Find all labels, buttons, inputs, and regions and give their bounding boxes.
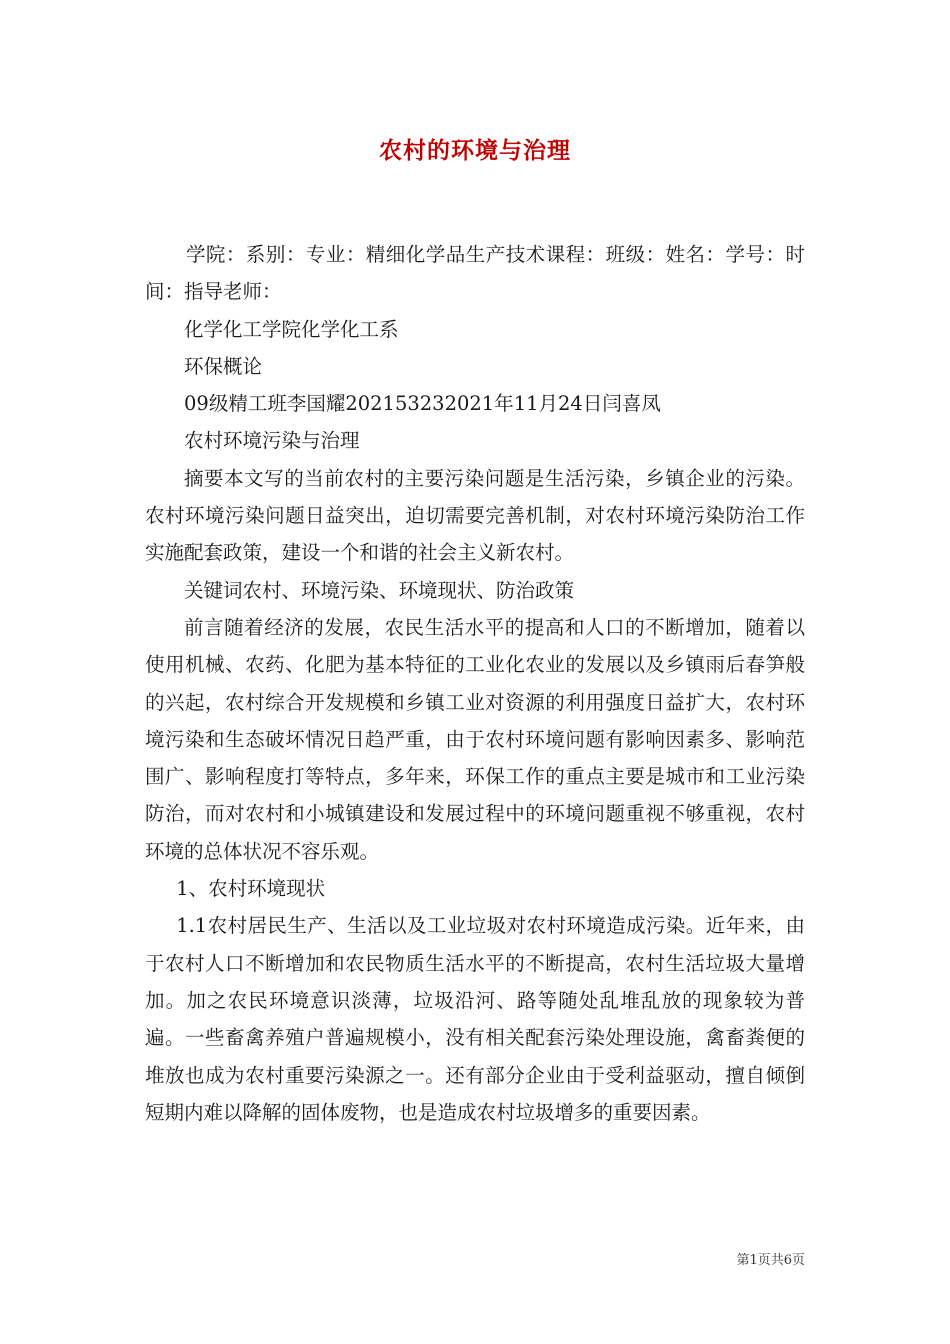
course-line: 环保概论 (184, 354, 263, 378)
paper-subtitle: 农村环境污染与治理 (184, 429, 360, 453)
section-paragraph: 1.1农村居民生产、生活以及工业垃圾对农村环境造成污染。近年来，由于农村人口不断增加和农民物质生活水平的不断提高，农村生活垃圾大量增加。加之农民环境意识淡薄，垃圾沿河、路等随处乱堆乱放的现象较为普遍。一些畜禽养殖户普遍规模小，没有相关配套污染处理设施，禽畜粪便的堆放也成为农村重要污染源之一。还有部分企业由于受利益驱动，擅自倾倒短期内难以降解的固体废物，也是造成农村垃圾增多的重要因素。 (145, 914, 805, 1124)
info-paragraph: 学院：系别：专业：精细化学品生产技术课程：班级：姓名：学号：时间：指导老师： (145, 243, 805, 304)
document-title: 农村的环境与治理 (379, 137, 571, 164)
keywords-paragraph: 关键词农村、环境污染、环境现状、防治政策 (184, 578, 575, 602)
abstract-paragraph: 摘要本文写的当前农村的主要污染问题是生活污染，乡镇企业的污染。农村环境污染问题日益突出，迫切需要完善机制，对农村环境污染防治工作实施配套政策，建设一个和谐的社会主义新农村。 (145, 466, 805, 565)
student-line: 09级精工班李国耀202153232021年11月24日闫喜凤 (184, 392, 661, 416)
document-body (145, 236, 805, 1131)
page-number: 第1页共6页 (736, 1253, 805, 1268)
college-line: 化学化工学院化学化工系 (184, 317, 399, 341)
section-heading: 1、农村环境现状 (176, 877, 326, 901)
preface-paragraph: 前言随着经济的发展，农民生活水平的提高和人口的不断增加，随着以使用机械、农药、化肥为基本特征的工业化农业的发展以及乡镇雨后春笋般的兴起，农村综合开发规模和乡镇工业对资源的利用强度日益扩大，农村环境污染和生态破坏情况日趋严重，由于农村环境问题有影响因素多、影响范围广、影响程度打等特点，多年来，环保工作的重点主要是城市和工业污染防治，而对农村和小城镇建设和发展过程中的环境问题重视不够重视，农村环境的总体状况不容乐观。 (145, 615, 805, 863)
